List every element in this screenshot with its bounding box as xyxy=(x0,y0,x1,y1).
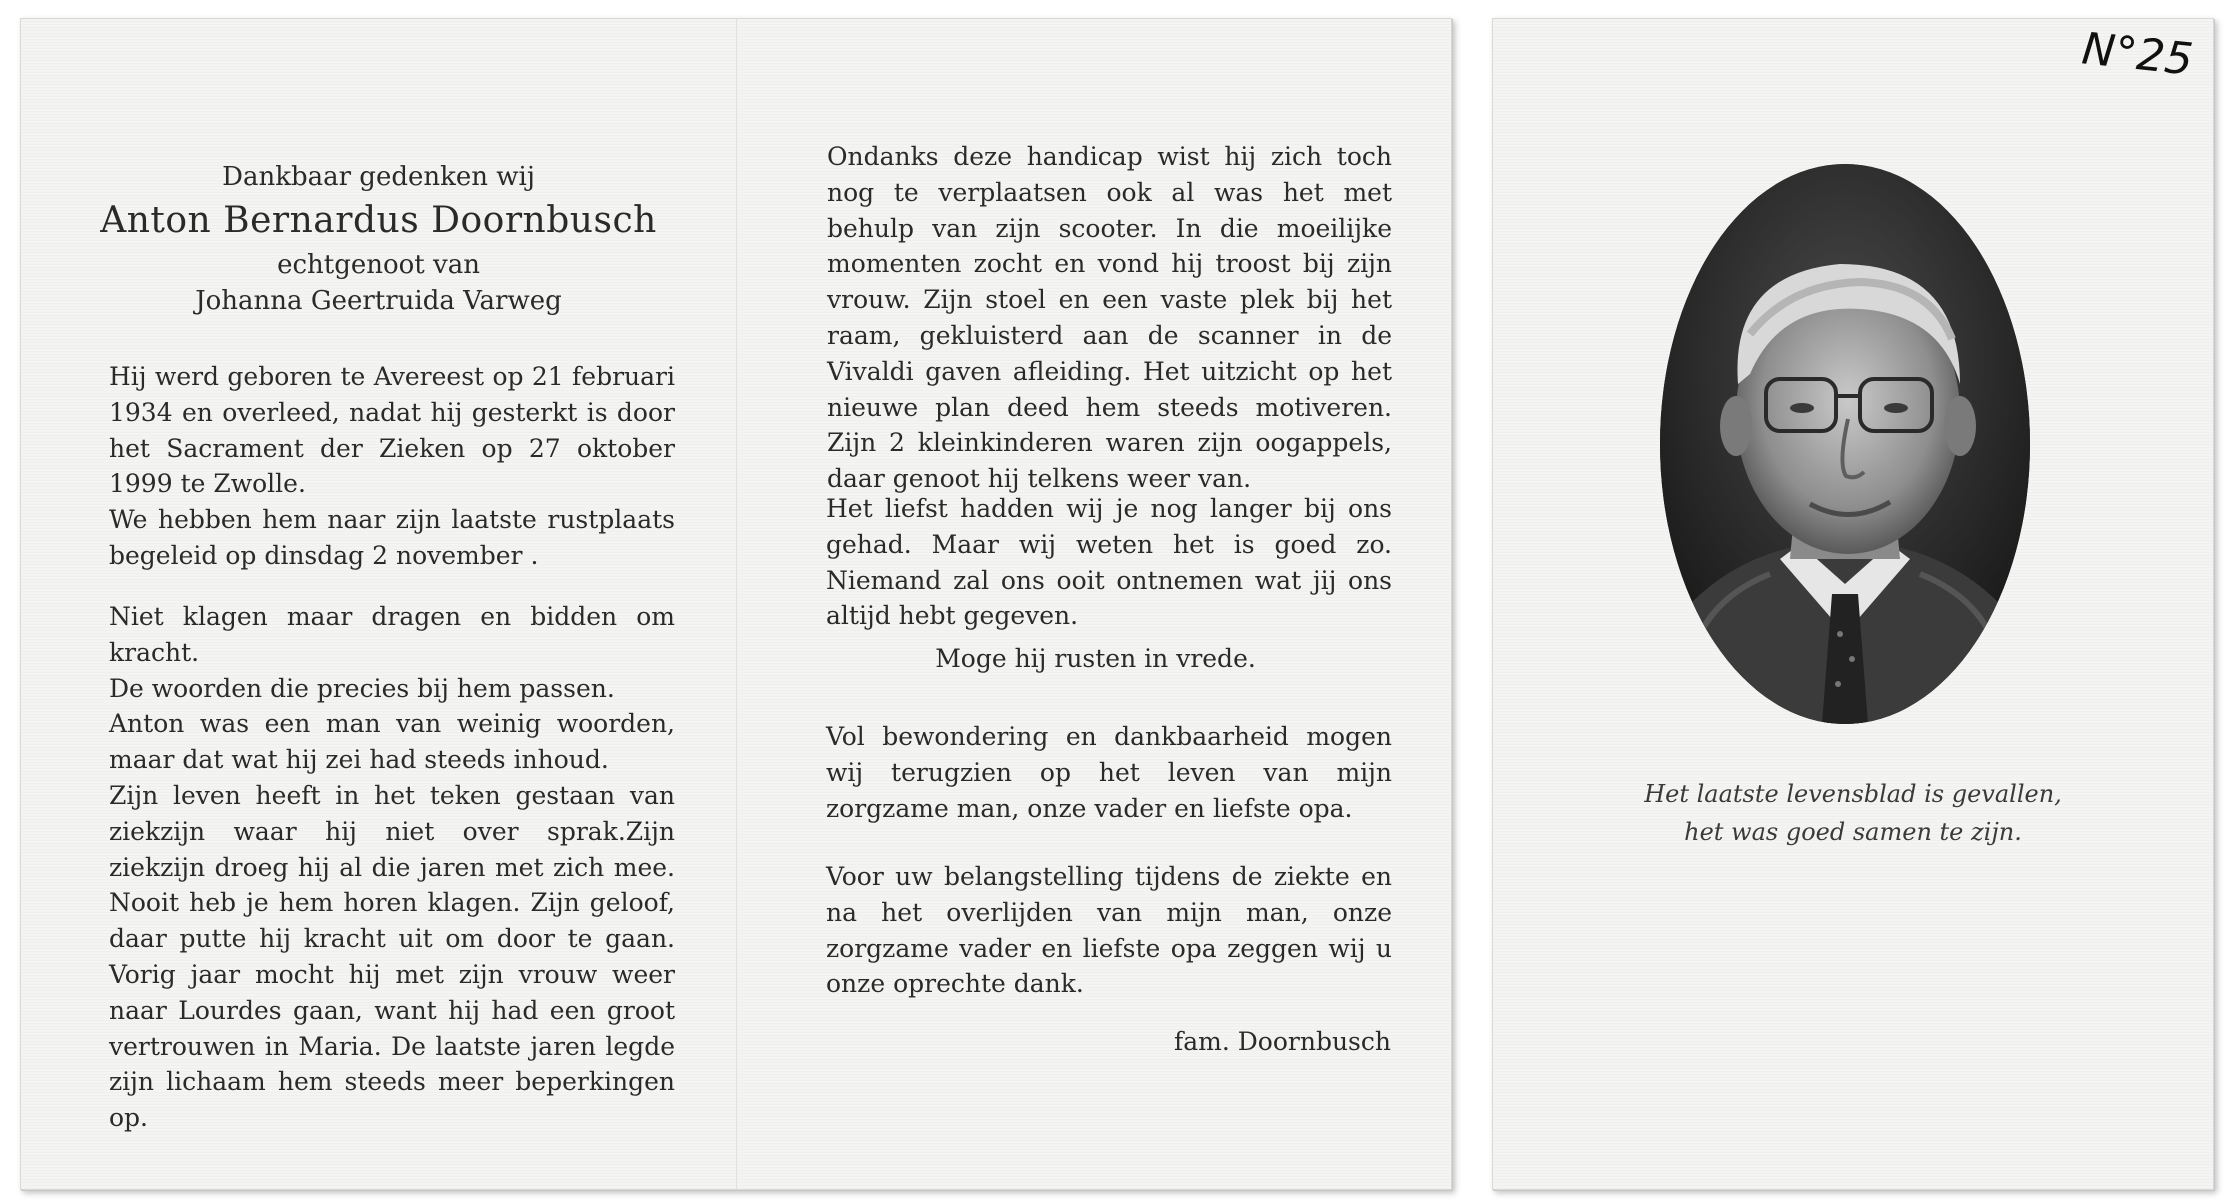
left-panel xyxy=(21,19,736,1189)
intro-line: Dankbaar gedenken wij xyxy=(222,162,535,192)
farewell-paragraph: Het liefst hadden wij je nog langer bij ons gehad. Maar wij weten het is goed zo. Niemand zal ons ooit ontnemen wat jij ons altijd hebt gegeven. xyxy=(826,494,1392,631)
story-paragraph: Ondanks deze handicap wist hij zich toch nog te verplaatsen ook al was het met behulp van zijn scooter. In die moeilijke momenten zocht en vond hij troost bij zijn vrouw. Zijn stoel en een vaste plek bij het raam, gekluisterd aan de scanner in de Vivaldi gaven afleiding. Het uitzicht op het nieuwe plan deed hem steeds motiveren. Zijn 2 kleinkinderen waren zijn oogappels, daar genoot hij telkens weer van. xyxy=(827,142,1392,494)
thanks-paragraph: Voor uw belangstelling tijdens de ziekte en na het overlijden van mijn man, onze zorgzame vader en liefste opa zeggen wij u onze oprechte dank. xyxy=(826,862,1392,999)
portrait-image xyxy=(1660,164,2030,724)
farewell-text xyxy=(826,491,1392,634)
verse-line: het was goed samen te zijn. xyxy=(1684,818,2022,846)
life-story-text xyxy=(827,139,1392,497)
portrait-photo xyxy=(1660,164,2030,724)
thanks-text xyxy=(826,859,1392,1002)
handwritten-number: N°25 xyxy=(2079,23,2196,86)
bio-paragraph: Hij werd geboren te Avereest op 21 februari 1934 en overleed, nadat hij gesterkt is door het Sacrament der Zieken op 27 oktober 1999 te Zwolle. xyxy=(109,362,675,499)
tribute-text xyxy=(109,599,675,1136)
deceased-name: Anton Bernardus Doornbusch xyxy=(100,200,657,241)
relation-line: echtgenoot van xyxy=(277,250,480,280)
dedication-header xyxy=(21,159,736,319)
biography-text xyxy=(109,359,675,574)
right-inner-panel xyxy=(738,19,1453,1189)
memorial-card-front xyxy=(1492,18,2214,1190)
verse-line: Het laatste levensblad is gevallen, xyxy=(1644,780,2062,808)
tribute-line: Anton was een man van weinig woorden, maar dat wat hij zei had steeds inhoud. xyxy=(109,709,675,775)
gratitude-text xyxy=(826,719,1392,826)
tribute-line: Zijn leven heeft in het teken gestaan van ziekzijn waar hij niet over sprak.Zijn ziekzijn droeg hij al die jaren met zich mee. Nooit heb je hem horen klagen. Zijn geloof, daar putte hij kracht uit om door te gaan. Vorig jaar mocht hij met zijn vrouw weer naar Lourdes gaan, want hij had een groot vertrouwen in Maria. De laatste jaren legde zijn lichaam hem steeds meer beperkingen op. xyxy=(109,780,675,1133)
tribute-line: De woorden die precies bij hem passen. xyxy=(109,673,615,703)
rest-in-peace-line: Moge hij rusten in vrede. xyxy=(935,644,1256,673)
spouse-name: Johanna Geertruida Varweg xyxy=(195,286,562,316)
memorial-card-inside xyxy=(20,18,1452,1190)
bio-paragraph: We hebben hem naar zijn laatste rustplaats begeleid op dinsdag 2 november . xyxy=(109,505,675,570)
memorial-verse xyxy=(1493,775,2213,851)
family-signature: fam. Doornbusch xyxy=(1174,1027,1391,1056)
gratitude-paragraph: Vol bewondering en dankbaarheid mogen wij terugzien op het leven van mijn zorgzame man, onze vader en liefste opa. xyxy=(826,722,1392,823)
tribute-line: Niet klagen maar dragen en bidden om kracht. xyxy=(109,602,675,667)
